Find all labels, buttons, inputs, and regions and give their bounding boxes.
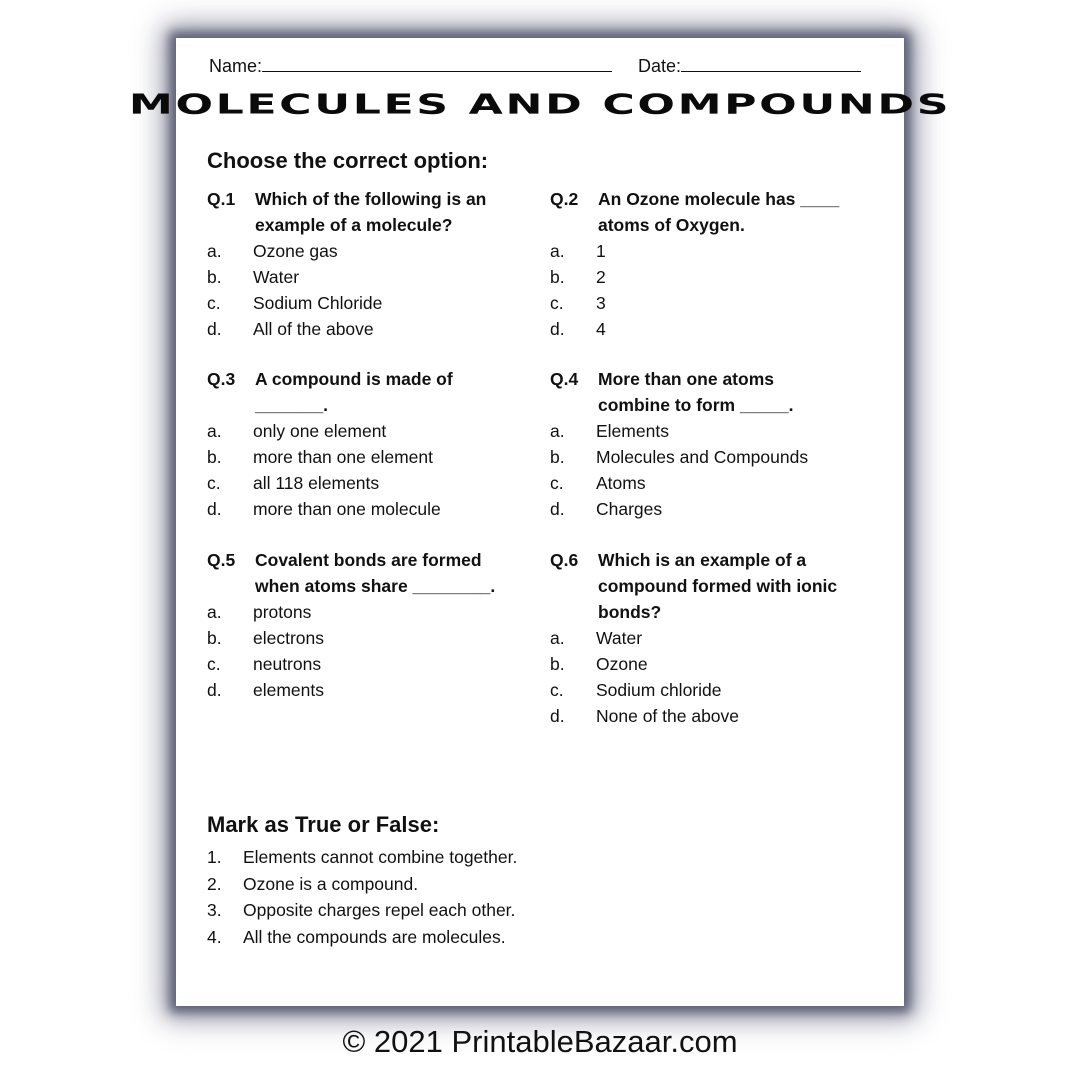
option-text: Water (596, 628, 643, 648)
option-text: elements (253, 680, 325, 700)
option-text: all 118 elements (253, 473, 380, 493)
question-4 (550, 366, 860, 522)
question-text: An Ozone molecule has ____ atoms of Oxygen. (598, 189, 840, 235)
option-letter: c. (207, 654, 221, 674)
option-text: Sodium chloride (596, 680, 722, 700)
option-c (550, 290, 860, 316)
option-text: Elements (596, 421, 669, 441)
option-b (207, 264, 517, 290)
item-text: Opposite charges repel each other. (243, 900, 516, 920)
item-number: 3. (207, 900, 222, 920)
date-blank-line (681, 55, 861, 72)
option-text: Charges (596, 499, 663, 519)
item-text: All the compounds are molecules. (243, 926, 506, 947)
question-header (550, 366, 860, 418)
option-a (550, 238, 860, 264)
mcq-heading: Choose the correct option: (207, 148, 489, 173)
item-text: Ozone is a compound. (243, 873, 419, 894)
question-number: Q.2 (550, 189, 579, 209)
item-number: 4. (207, 926, 222, 947)
true-false-list (207, 844, 517, 950)
option-letter: b. (207, 267, 222, 287)
date-field (638, 55, 861, 77)
question-number: Q.4 (550, 369, 579, 389)
option-letter: b. (207, 628, 222, 648)
copyright-footer: © 2021 PrintableBazaar.com (342, 1024, 738, 1059)
option-letter: a. (550, 241, 565, 261)
option-letter: a. (207, 241, 222, 261)
option-a (550, 418, 860, 444)
option-text: Molecules and Compounds (596, 447, 809, 467)
question-3 (207, 366, 517, 522)
option-letter: b. (550, 654, 565, 674)
option-text: Ozone gas (253, 241, 338, 261)
option-letter: a. (207, 602, 222, 622)
option-letter: a. (207, 421, 222, 441)
option-text: Atoms (596, 473, 646, 493)
option-letter: c. (550, 293, 564, 313)
question-header (207, 366, 517, 418)
question-header (550, 547, 860, 625)
item-number: 2. (207, 873, 222, 894)
option-a (550, 625, 860, 651)
option-a (207, 238, 517, 264)
name-label: Name: (209, 56, 263, 76)
list-item (207, 897, 517, 924)
option-a (207, 418, 517, 444)
option-letter: b. (550, 447, 565, 467)
worksheet-title: MOLECULES AND COMPOUNDS (128, 88, 952, 121)
question-number: Q.5 (207, 550, 236, 570)
option-letter: b. (550, 267, 565, 287)
option-letter: d. (207, 499, 222, 519)
question-number: Q.3 (207, 369, 236, 389)
option-d (550, 496, 860, 522)
question-text: Which is an example of a compound formed with ionic bonds? (598, 550, 838, 622)
option-letter: c. (550, 680, 564, 700)
option-b (207, 444, 517, 470)
option-c (550, 677, 860, 703)
list-item (207, 871, 517, 898)
option-text: 3 (596, 293, 606, 313)
option-d (550, 316, 860, 342)
option-text: All of the above (253, 319, 374, 339)
name-blank-line (262, 55, 612, 72)
option-d (207, 677, 517, 703)
question-5 (207, 547, 517, 703)
option-text: 4 (596, 319, 606, 339)
true-false-heading: Mark as True or False: (207, 812, 440, 837)
question-header (207, 547, 517, 599)
option-text: 1 (596, 241, 606, 261)
option-c (207, 290, 517, 316)
option-letter: a. (550, 421, 565, 441)
worksheet-page (128, 38, 952, 1006)
question-6 (550, 547, 860, 729)
option-d (207, 316, 517, 342)
option-c (207, 651, 517, 677)
list-item (207, 844, 517, 871)
option-c (550, 470, 860, 496)
option-b (550, 651, 860, 677)
option-c (207, 470, 517, 496)
option-letter: c. (207, 293, 221, 313)
date-label: Date: (638, 56, 682, 76)
item-number: 1. (207, 847, 222, 867)
option-text: Water (253, 267, 300, 287)
item-text: Elements cannot combine together. (243, 847, 518, 867)
option-letter: d. (550, 319, 565, 339)
option-letter: c. (207, 473, 221, 493)
list-item (207, 924, 517, 951)
question-header (550, 186, 860, 238)
option-text: electrons (253, 628, 325, 648)
option-b (550, 264, 860, 290)
option-text: more than one molecule (253, 499, 441, 519)
option-text: Ozone (596, 654, 648, 674)
option-letter: d. (207, 319, 222, 339)
option-text: neutrons (253, 654, 322, 674)
option-b (207, 625, 517, 651)
name-field (209, 55, 612, 77)
option-text: only one element (253, 421, 387, 441)
question-number: Q.6 (550, 550, 579, 570)
option-letter: c. (550, 473, 564, 493)
question-text: A compound is made of _______. (255, 369, 453, 415)
option-text: Sodium Chloride (253, 293, 383, 313)
question-1 (207, 186, 517, 342)
option-letter: a. (550, 628, 565, 648)
option-a (207, 599, 517, 625)
option-text: more than one element (253, 447, 433, 467)
option-b (550, 444, 860, 470)
question-number: Q.1 (207, 189, 236, 209)
question-header (207, 186, 517, 238)
option-letter: d. (550, 499, 565, 519)
option-letter: d. (550, 706, 565, 726)
option-letter: b. (207, 447, 222, 467)
question-text: Covalent bonds are formed when atoms share ________. (255, 550, 496, 596)
option-d (550, 703, 860, 729)
question-2 (550, 186, 860, 342)
option-text: None of the above (596, 706, 740, 726)
option-text: protons (253, 602, 312, 622)
question-text: More than one atoms combine to form _____. (598, 369, 794, 415)
option-letter: d. (207, 680, 222, 700)
question-text: Which of the following is an example of a molecule? (255, 189, 487, 235)
option-text: 2 (596, 267, 606, 287)
option-d (207, 496, 517, 522)
